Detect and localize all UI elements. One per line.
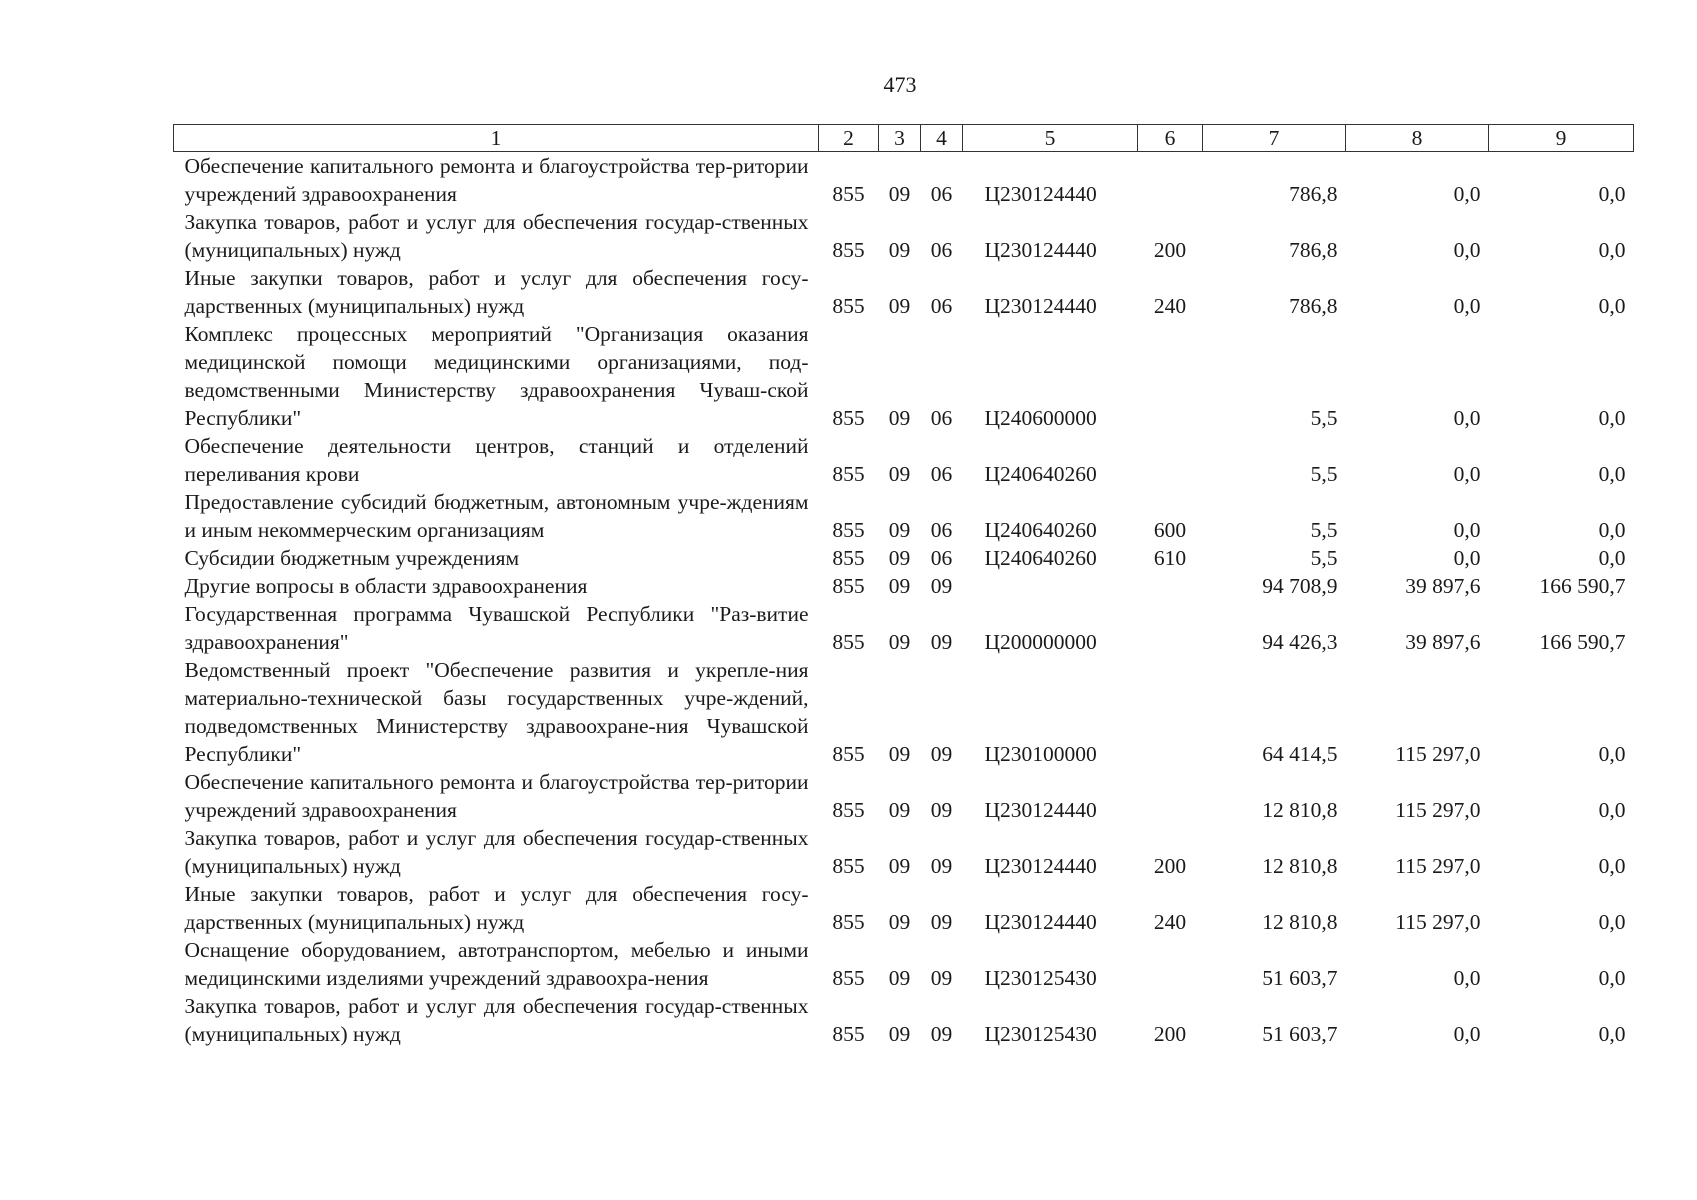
- cell-name: Закупка товаров, работ и услуг для обеспечения государ-ственных (муниципальных) нужд: [184, 826, 809, 878]
- cell-rz: 09: [888, 574, 911, 598]
- cell-amount-3: 0,0: [1598, 854, 1626, 878]
- cell-csr: Ц230125430: [984, 966, 1097, 990]
- cell-rz: 09: [888, 798, 911, 822]
- cell-name: Обеспечение капитального ремонта и благоустройства тер-ритории учреждений здравоохранения: [184, 154, 809, 206]
- column-header-ved: 2: [819, 125, 879, 152]
- table-body: [174, 152, 1634, 1049]
- cell-amount-1: 5,5: [1310, 462, 1338, 486]
- cell-name: Государственная программа Чувашской Республики "Раз-витие здравоохранения": [184, 602, 809, 654]
- cell-rz: 09: [888, 294, 911, 318]
- cell-amount-3: 0,0: [1598, 238, 1626, 262]
- table-row: [174, 572, 1634, 600]
- table-row: [174, 768, 1634, 824]
- cell-amount-2: 115 297,0: [1395, 854, 1481, 878]
- cell-amount-3: 0,0: [1598, 294, 1626, 318]
- cell-vr: 200: [1153, 238, 1187, 262]
- cell-name: Закупка товаров, работ и услуг для обеспечения государ-ственных (муниципальных) нужд: [184, 210, 809, 262]
- cell-vr: 610: [1153, 546, 1187, 570]
- cell-name: Оснащение оборудованием, автотранспортом, мебелью и иными медицинскими изделиями учреждений здравоохра-нения: [184, 938, 809, 990]
- table-row: [174, 320, 1634, 432]
- table-row: [174, 992, 1634, 1048]
- budget-table: [173, 124, 1634, 1048]
- cell-amount-3: 166 590,7: [1539, 630, 1626, 654]
- cell-vr: [1138, 152, 1203, 209]
- cell-csr: Ц230124440: [984, 798, 1097, 822]
- cell-amount-1: 64 414,5: [1262, 742, 1338, 766]
- cell-vr: 200: [1153, 1022, 1187, 1046]
- table-row: [174, 152, 1634, 209]
- cell-amount-2: 0,0: [1453, 462, 1481, 486]
- cell-pr: 06: [930, 182, 953, 206]
- cell-ved: 855: [832, 910, 865, 934]
- cell-csr: Ц230124440: [984, 854, 1097, 878]
- cell-rz: 09: [888, 518, 911, 542]
- cell-ved: 855: [832, 798, 865, 822]
- cell-rz: 09: [888, 406, 911, 430]
- cell-pr: 06: [930, 294, 953, 318]
- cell-amount-3: 0,0: [1598, 546, 1626, 570]
- cell-amount-2: 0,0: [1453, 294, 1481, 318]
- table-header-row: [174, 125, 1634, 152]
- cell-csr: Ц230125430: [984, 1022, 1097, 1046]
- cell-pr: 09: [930, 630, 953, 654]
- cell-name: Другие вопросы в области здравоохранения: [184, 574, 588, 598]
- table-row: [174, 264, 1634, 320]
- cell-ved: 855: [832, 1022, 865, 1046]
- cell-amount-1: 51 603,7: [1262, 1022, 1338, 1046]
- cell-rz: 09: [888, 910, 911, 934]
- cell-amount-1: 5,5: [1310, 546, 1338, 570]
- cell-amount-2: 39 897,6: [1405, 630, 1481, 654]
- cell-pr: 09: [930, 798, 953, 822]
- table-row: [174, 488, 1634, 544]
- cell-amount-3: 0,0: [1598, 462, 1626, 486]
- cell-ved: 855: [832, 182, 865, 206]
- cell-csr: Ц230124440: [984, 182, 1097, 206]
- table-row: [174, 544, 1634, 572]
- cell-amount-1: 786,8: [1289, 182, 1338, 206]
- cell-name: Предоставление субсидий бюджетным, автономным учре-ждениям и иным некоммерческим организациям: [184, 490, 809, 542]
- cell-csr: Ц240600000: [984, 406, 1097, 430]
- cell-ved: 855: [832, 854, 865, 878]
- table-header: [174, 125, 1634, 152]
- cell-pr: 09: [930, 910, 953, 934]
- cell-amount-1: 12 810,8: [1262, 798, 1338, 822]
- cell-vr: [1138, 600, 1203, 656]
- cell-amount-3: 0,0: [1598, 1022, 1626, 1046]
- cell-pr: 09: [930, 742, 953, 766]
- cell-pr: 09: [930, 574, 953, 598]
- cell-pr: 06: [930, 518, 953, 542]
- column-header-amount-1: 7: [1203, 125, 1346, 152]
- column-header-pr: 4: [921, 125, 963, 152]
- cell-ved: 855: [832, 518, 865, 542]
- column-header-amount-2: 8: [1346, 125, 1489, 152]
- cell-vr: 200: [1153, 854, 1187, 878]
- cell-csr: Ц240640260: [984, 462, 1097, 486]
- cell-amount-3: 0,0: [1598, 742, 1626, 766]
- cell-amount-2: 115 297,0: [1395, 910, 1481, 934]
- cell-amount-1: 94 426,3: [1262, 630, 1338, 654]
- cell-pr: 06: [930, 406, 953, 430]
- cell-amount-1: 12 810,8: [1262, 854, 1338, 878]
- cell-name: Обеспечение деятельности центров, станций и отделений переливания крови: [184, 434, 809, 486]
- cell-ved: 855: [832, 462, 865, 486]
- cell-ved: 855: [832, 630, 865, 654]
- cell-csr: Ц230124440: [984, 294, 1097, 318]
- cell-ved: 855: [832, 574, 865, 598]
- cell-csr: Ц230100000: [984, 742, 1097, 766]
- cell-amount-1: 5,5: [1310, 518, 1338, 542]
- cell-vr: [1138, 320, 1203, 432]
- cell-amount-1: 5,5: [1310, 406, 1338, 430]
- cell-csr: Ц200000000: [984, 630, 1097, 654]
- page-number: 473: [883, 72, 917, 97]
- cell-ved: 855: [832, 742, 865, 766]
- cell-amount-3: 0,0: [1598, 910, 1626, 934]
- cell-rz: 09: [888, 546, 911, 570]
- cell-amount-1: 786,8: [1289, 238, 1338, 262]
- table-row: [174, 880, 1634, 936]
- table-row: [174, 824, 1634, 880]
- cell-ved: 855: [832, 546, 865, 570]
- cell-amount-1: 786,8: [1289, 294, 1338, 318]
- cell-name: Субсидии бюджетным учреждениям: [184, 546, 520, 570]
- cell-amount-2: 0,0: [1453, 238, 1481, 262]
- column-header-csr: 5: [963, 125, 1138, 152]
- cell-name: Ведомственный проект "Обеспечение развития и укрепле-ния материально-технической базы государственных учре-ждений, подведомственных Министерству здравоохране-ния Чувашской Республики": [184, 658, 809, 766]
- cell-ved: 855: [832, 238, 865, 262]
- cell-amount-2: 0,0: [1453, 1022, 1481, 1046]
- cell-name: Закупка товаров, работ и услуг для обеспечения государ-ственных (муниципальных) нужд: [184, 994, 809, 1046]
- cell-rz: 09: [888, 630, 911, 654]
- cell-amount-1: 94 708,9: [1262, 574, 1338, 598]
- cell-vr: [1138, 656, 1203, 768]
- cell-amount-2: 0,0: [1453, 546, 1481, 570]
- cell-amount-3: 0,0: [1598, 798, 1626, 822]
- cell-amount-1: 51 603,7: [1262, 966, 1338, 990]
- table-row: [174, 432, 1634, 488]
- cell-csr: Ц230124440: [984, 910, 1097, 934]
- cell-amount-1: 12 810,8: [1262, 910, 1338, 934]
- cell-vr: [1138, 768, 1203, 824]
- cell-amount-2: 39 897,6: [1405, 574, 1481, 598]
- cell-amount-2: 0,0: [1453, 406, 1481, 430]
- cell-amount-3: 0,0: [1598, 966, 1626, 990]
- cell-amount-3: 0,0: [1598, 182, 1626, 206]
- cell-pr: 09: [930, 966, 953, 990]
- cell-pr: 09: [930, 1022, 953, 1046]
- cell-pr: 09: [930, 854, 953, 878]
- table-row: [174, 600, 1634, 656]
- cell-rz: 09: [888, 1022, 911, 1046]
- cell-name: Обеспечение капитального ремонта и благоустройства тер-ритории учреждений здравоохранения: [184, 770, 809, 822]
- cell-amount-2: 0,0: [1453, 518, 1481, 542]
- cell-amount-3: 166 590,7: [1539, 574, 1626, 598]
- cell-rz: 09: [888, 462, 911, 486]
- cell-amount-2: 115 297,0: [1395, 742, 1481, 766]
- cell-amount-3: 0,0: [1598, 406, 1626, 430]
- cell-name: Комплекс процессных мероприятий "Организация оказания медицинской помощи медицинскими организациями, под-ведомственными Министерству здравоохранения Чуваш-ской Республики": [184, 322, 809, 430]
- cell-amount-2: 115 297,0: [1395, 798, 1481, 822]
- cell-ved: 855: [832, 406, 865, 430]
- table-row: [174, 208, 1634, 264]
- cell-csr: Ц230124440: [984, 238, 1097, 262]
- cell-csr: Ц240640260: [984, 546, 1097, 570]
- cell-vr: 240: [1153, 910, 1187, 934]
- cell-name: Иные закупки товаров, работ и услуг для обеспечения госу-дарственных (муниципальных) нужд: [184, 266, 809, 318]
- cell-vr: [1138, 432, 1203, 488]
- cell-rz: 09: [888, 854, 911, 878]
- table-row: [174, 656, 1634, 768]
- cell-csr: Ц240640260: [984, 518, 1097, 542]
- cell-rz: 09: [888, 182, 911, 206]
- cell-name: Иные закупки товаров, работ и услуг для обеспечения госу-дарственных (муниципальных) нужд: [184, 882, 809, 934]
- cell-ved: 855: [832, 966, 865, 990]
- cell-rz: 09: [888, 742, 911, 766]
- cell-ved: 855: [832, 294, 865, 318]
- column-header-rz: 3: [879, 125, 921, 152]
- cell-pr: 06: [930, 546, 953, 570]
- cell-vr: 240: [1153, 294, 1187, 318]
- column-header-vr: 6: [1138, 125, 1203, 152]
- cell-pr: 06: [930, 238, 953, 262]
- cell-vr: [1138, 572, 1203, 600]
- cell-amount-2: 0,0: [1453, 966, 1481, 990]
- cell-pr: 06: [930, 462, 953, 486]
- cell-vr: [1138, 936, 1203, 992]
- cell-vr: 600: [1153, 518, 1187, 542]
- cell-rz: 09: [888, 966, 911, 990]
- table-row: [174, 936, 1634, 992]
- cell-csr: [963, 572, 1138, 600]
- column-header-name: 1: [174, 125, 819, 152]
- cell-rz: 09: [888, 238, 911, 262]
- cell-amount-3: 0,0: [1598, 518, 1626, 542]
- cell-amount-2: 0,0: [1453, 182, 1481, 206]
- column-header-amount-3: 9: [1489, 125, 1634, 152]
